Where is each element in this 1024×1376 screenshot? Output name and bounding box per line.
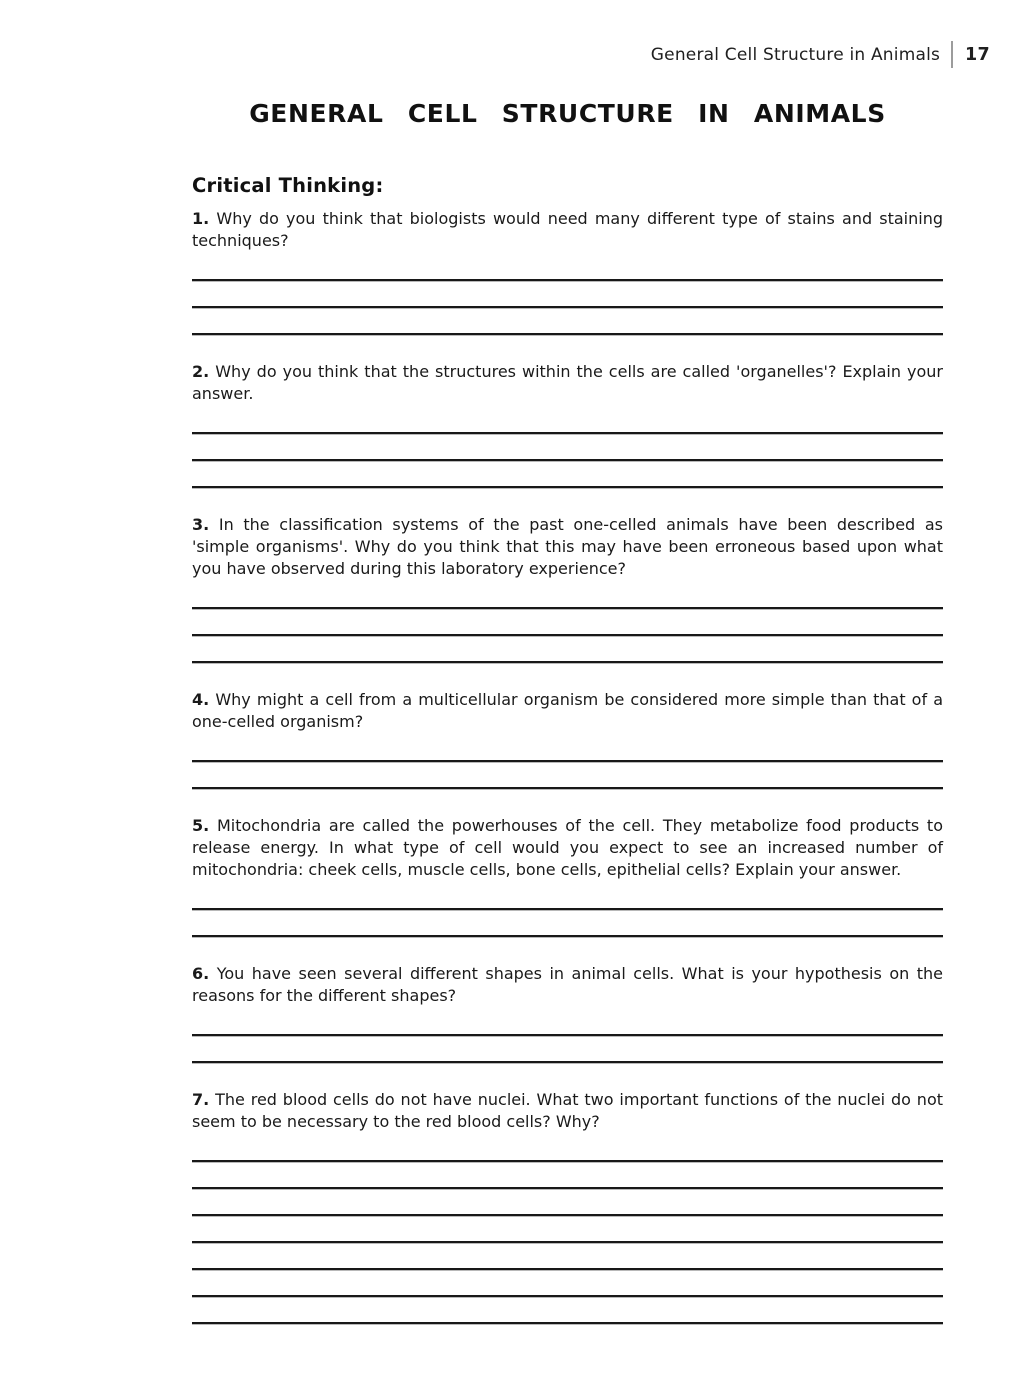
question-number: 5. [192, 816, 210, 835]
question-body: Why do you think that biologists would need many different type of stains and staining techniques? [192, 209, 943, 250]
answer-lines [192, 254, 943, 335]
document-title: GENERAL CELL STRUCTURE IN ANIMALS [249, 99, 886, 128]
answer-lines [192, 407, 943, 488]
answer-lines [192, 1009, 943, 1063]
question-number: 4. [192, 690, 210, 709]
question-number: 1. [192, 209, 210, 228]
question-body: The red blood cells do not have nuclei. What two important functions of the nuclei do not seem to be necessary to the red blood cells? Why? [192, 1090, 944, 1131]
question-4 [192, 689, 943, 789]
question-number: 2. [192, 362, 210, 381]
page-number: 17 [965, 44, 990, 65]
question-text [192, 208, 943, 252]
answer-line [192, 1036, 943, 1063]
question-7 [192, 1089, 943, 1324]
question-number: 6. [192, 964, 210, 983]
answer-line [192, 1243, 943, 1270]
question-text [192, 514, 943, 580]
question-text [192, 963, 943, 1007]
running-title: General Cell Structure in Animals [650, 44, 941, 65]
question-6 [192, 963, 943, 1063]
answer-line [192, 910, 943, 937]
answer-line [192, 434, 943, 461]
answer-line [192, 636, 943, 663]
question-body: Mitochondria are called the powerhouses of the cell. They metabolize food products to release energy. In what type of cell would you expect to see an increased number of mitochondria: cheek cells, muscle cells, bone cells, epithelial cells? Explain your answer. [192, 816, 943, 879]
section-heading: Critical Thinking: [192, 174, 384, 197]
answer-lines [192, 883, 943, 937]
question-text [192, 361, 943, 405]
answer-line [192, 1162, 943, 1189]
question-text [192, 1089, 943, 1133]
worksheet-content [192, 0, 943, 1324]
answer-line [192, 1270, 943, 1297]
answer-line [192, 735, 943, 762]
answer-lines [192, 1135, 943, 1324]
question-text [192, 689, 943, 733]
answer-line [192, 254, 943, 281]
question-3 [192, 514, 943, 663]
question-body: You have seen several different shapes in animal cells. What is your hypothesis on the reasons for the different shapes? [192, 964, 943, 1005]
question-number: 7. [192, 1090, 210, 1109]
answer-line [192, 1189, 943, 1216]
header-divider [951, 41, 953, 68]
answer-line [192, 407, 943, 434]
question-body: Why might a cell from a multicellular organism be considered more simple than that of a one-celled organism? [192, 690, 943, 731]
answer-line [192, 281, 943, 308]
answer-line [192, 461, 943, 488]
question-2 [192, 361, 943, 488]
answer-line [192, 308, 943, 335]
answer-line [192, 1297, 943, 1324]
question-5 [192, 815, 943, 937]
answer-line [192, 1216, 943, 1243]
answer-line [192, 883, 943, 910]
question-body: Why do you think that the structures within the cells are called 'organelles'? Explain your answer. [192, 362, 943, 403]
question-number: 3. [192, 515, 210, 534]
answer-line [192, 1009, 943, 1036]
question-body: In the classification systems of the past one-celled animals have been described as 'simple organisms'. Why do you think that this may have been erroneous based upon what you have observed during this laboratory experience? [192, 515, 944, 578]
answer-line [192, 1135, 943, 1162]
answer-line [192, 582, 943, 609]
question-1 [192, 208, 943, 335]
answer-lines [192, 735, 943, 789]
question-text [192, 815, 943, 881]
answer-line [192, 609, 943, 636]
answer-line [192, 762, 943, 789]
answer-lines [192, 582, 943, 663]
